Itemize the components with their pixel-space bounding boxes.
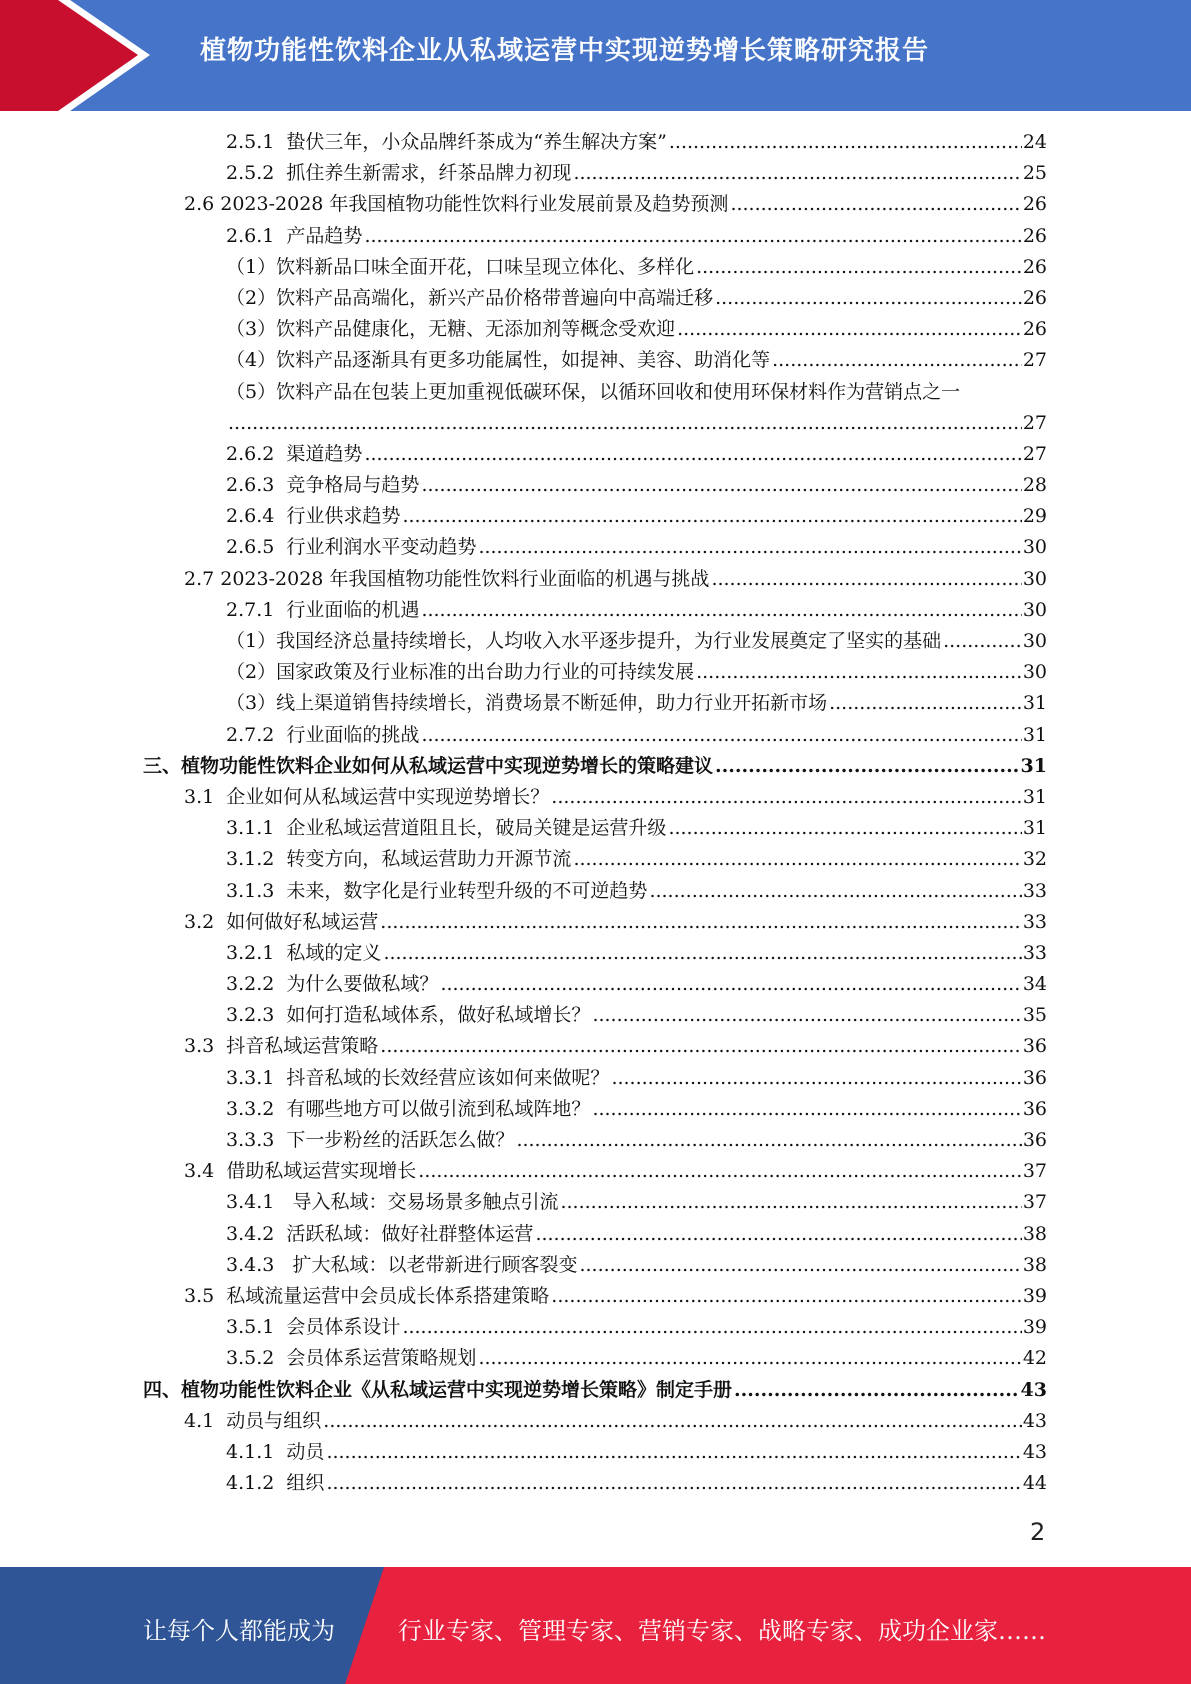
toc-entry[interactable]: [0, 158, 1191, 189]
toc-entry-title: 3.1.2 转变方向，私域运营助力开源节流: [226, 848, 572, 871]
toc-leader-dots: [326, 1468, 1021, 1499]
toc-entry-page: 33: [1022, 941, 1047, 964]
toc-leader-dots: [421, 720, 1021, 751]
toc-leader-dots: [535, 1219, 1021, 1250]
toc-entry-title: 2.7.1 行业面临的机遇: [226, 598, 420, 621]
toc-entry-row: [226, 1187, 1047, 1218]
footer-slogan-right: 行业专家、管理专家、营销专家、战略专家、成功企业家……: [398, 1617, 1046, 1645]
toc-entry-page: 31: [1020, 754, 1047, 777]
toc-leader-dots: [829, 688, 1022, 719]
toc-entry[interactable]: [0, 876, 1191, 907]
toc-entry[interactable]: [0, 1219, 1191, 1250]
toc-entry-title: （3）饮料产品健康化，无糖、无添加剂等概念受欢迎: [226, 318, 676, 341]
toc-entry-page: 25: [1022, 162, 1047, 185]
toc-leader-dots: [516, 1125, 1021, 1156]
toc-entry-title: 3.3.2 有哪些地方可以做引流到私域阵地？: [226, 1097, 591, 1120]
toc-entry[interactable]: [0, 938, 1191, 969]
toc-entry-row: [226, 283, 1047, 314]
toc-entry-page: 30: [1022, 536, 1047, 559]
toc-entry[interactable]: [0, 314, 1191, 345]
table-of-contents: [0, 127, 1191, 1499]
toc-entry-row: [226, 1094, 1047, 1125]
toc-leader-dots: [402, 1312, 1021, 1343]
toc-entry-page: 37: [1022, 1160, 1047, 1183]
toc-entry-page: 27: [1022, 411, 1047, 434]
toc-entry-page: 30: [1022, 567, 1047, 590]
toc-entry-title: 2.5.1 蛰伏三年，小众品牌纤茶成为“养生解决方案”: [226, 131, 667, 153]
toc-entry-title: （1）饮料新品口味全面开花，口味呈现立体化、多样化: [226, 255, 695, 278]
toc-entry[interactable]: [0, 1375, 1191, 1406]
toc-entry-row: [226, 1063, 1047, 1094]
toc-entry-page: 37: [1022, 1191, 1047, 1214]
toc-entry-row: [226, 408, 1047, 439]
toc-entry-page: 27: [1022, 349, 1047, 372]
toc-entry-row: [184, 1406, 1047, 1437]
toc-leader-dots: [677, 314, 1022, 345]
toc-entry[interactable]: [0, 1468, 1191, 1499]
toc-entry-row: [184, 907, 1047, 938]
toc-entry-row: [226, 844, 1047, 875]
toc-leader-dots: [772, 345, 1022, 376]
toc-entry-title: 4.1.1 动员: [226, 1440, 325, 1463]
footer-slogan-left: 让每个人都能成为: [143, 1617, 335, 1645]
toc-leader-dots: [402, 501, 1021, 532]
toc-entry[interactable]: [0, 1094, 1191, 1125]
toc-leader-dots: [383, 938, 1021, 969]
toc-entry[interactable]: [0, 470, 1191, 501]
toc-entry-row: [226, 158, 1047, 189]
toc-entry-title: 四、植物功能性饮料企业《从私域运营中实现逆势增长策略》制定手册: [143, 1378, 733, 1401]
toc-entry-row: [226, 1312, 1047, 1343]
toc-leader-dots: [715, 751, 1020, 782]
toc-entry-page: 26: [1022, 224, 1047, 247]
toc-entry[interactable]: [0, 127, 1191, 158]
toc-entry[interactable]: [0, 907, 1191, 938]
toc-entry-row: [226, 595, 1047, 626]
toc-leader-dots: [573, 158, 1021, 189]
toc-leader-dots: [730, 189, 1021, 220]
toc-entry-page: 31: [1022, 785, 1047, 808]
toc-entry-page: 34: [1022, 973, 1047, 996]
toc-entry-title: 2.6.1 产品趋势: [226, 224, 363, 247]
toc-leader-dots: [592, 1000, 1021, 1031]
toc-entry-row: [184, 1031, 1047, 1062]
toc-leader-dots: [668, 813, 1021, 844]
toc-entry-title: （2）饮料产品高端化，新兴产品价格带普遍向中高端迁移: [226, 286, 714, 309]
toc-entry-page: 33: [1022, 879, 1047, 902]
toc-entry-title: 2.7 2023-2028 年我国植物功能性饮料行业面临的机遇与挑战: [184, 567, 710, 590]
toc-entry-title: 3.4.2 活跃私域：做好社群整体运营: [226, 1222, 534, 1245]
toc-leader-dots: [478, 532, 1021, 563]
toc-entry-row: [226, 314, 1047, 345]
toc-entry-title: 2.6 2023-2028 年我国植物功能性饮料行业发展前景及趋势预测: [184, 193, 729, 216]
toc-entry-page: 38: [1022, 1253, 1047, 1276]
report-title: 植物功能性饮料企业从私域运营中实现逆势增长策略研究报告: [200, 36, 930, 66]
toc-entry-row: [143, 1375, 1047, 1406]
toc-entry[interactable]: [0, 1187, 1191, 1218]
toc-leader-dots: [421, 470, 1021, 501]
toc-entry-row: [143, 751, 1047, 782]
toc-entry-title: 2.6.4 行业供求趋势: [226, 505, 401, 528]
toc-entry-row: [226, 626, 1047, 657]
toc-entry-row: [226, 439, 1047, 470]
toc-leader-dots: [326, 1437, 1021, 1468]
toc-entry-row: [226, 720, 1047, 751]
toc-entry-row: [226, 1437, 1047, 1468]
page-header: [0, 0, 1191, 111]
toc-entry[interactable]: [0, 532, 1191, 563]
toc-leader-dots: [418, 1156, 1022, 1187]
toc-entry[interactable]: [0, 501, 1191, 532]
toc-entry[interactable]: [0, 720, 1191, 751]
toc-entry-title: （4）饮料产品逐渐具有更多功能属性，如提神、美容、助消化等: [226, 349, 771, 372]
toc-leader-dots: [228, 408, 1022, 439]
toc-leader-dots: [611, 1063, 1021, 1094]
toc-entry-title: 3.5.2 会员体系运营策略规划: [226, 1347, 477, 1370]
toc-entry-title: 4.1 动员与组织: [184, 1409, 322, 1432]
toc-leader-dots: [551, 782, 1022, 813]
toc-leader-dots: [696, 252, 1022, 283]
toc-entry[interactable]: [0, 408, 1191, 439]
toc-leader-dots: [715, 283, 1022, 314]
toc-leader-dots: [380, 1031, 1022, 1062]
toc-entry[interactable]: [0, 439, 1191, 470]
toc-entry-title: 2.7.2 行业面临的挑战: [226, 723, 420, 746]
toc-entry-row: [226, 1343, 1047, 1374]
toc-entry-page: 36: [1022, 1035, 1047, 1058]
toc-entry-page: 39: [1022, 1284, 1047, 1307]
toc-entry[interactable]: [0, 283, 1191, 314]
toc-entry-title: 3.3 抖音私域运营策略: [184, 1035, 379, 1058]
toc-entry[interactable]: [0, 595, 1191, 626]
toc-entry-row: [184, 1281, 1047, 1312]
toc-entry-page: 26: [1022, 318, 1047, 341]
toc-entry-row: [184, 1156, 1047, 1187]
toc-entry-title: （2）国家政策及行业标准的出台助力行业的可持续发展: [226, 661, 695, 684]
toc-entry-row: [226, 501, 1047, 532]
toc-entry-page: 38: [1022, 1222, 1047, 1245]
toc-entry-row: [226, 876, 1047, 907]
toc-entry-page: 27: [1022, 442, 1047, 465]
toc-entry-page: 43: [1022, 1440, 1047, 1463]
toc-leader-dots: [421, 595, 1021, 626]
toc-entry-title: 2.6.3 竞争格局与趋势: [226, 474, 420, 497]
toc-entry-page: 43: [1022, 1409, 1047, 1432]
toc-leader-dots: [573, 844, 1021, 875]
toc-leader-dots: [943, 626, 1022, 657]
toc-leader-dots: [669, 127, 1022, 158]
toc-entry-title: （1）我国经济总量持续增长，人均收入水平逐步提升，为行业发展奠定了坚实的基础: [226, 630, 942, 652]
toc-entry-title: 3.1.3 未来，数字化是行业转型升级的不可逆趋势: [226, 879, 648, 902]
toc-entry-page: 44: [1022, 1472, 1047, 1495]
toc-entry[interactable]: [0, 189, 1191, 220]
toc-leader-dots: [551, 1281, 1022, 1312]
toc-entry-row: [226, 688, 1047, 719]
toc-entry-row: [184, 564, 1047, 595]
toc-leader-dots: [592, 1094, 1021, 1125]
toc-entry[interactable]: [0, 844, 1191, 875]
toc-entry-title: 3.1.1 企业私域运营道阻且长，破局关键是运营升级: [226, 817, 667, 840]
toc-entry-row: [226, 470, 1047, 501]
toc-leader-dots: [560, 1187, 1021, 1218]
toc-leader-dots: [364, 439, 1021, 470]
toc-leader-dots: [734, 1375, 1020, 1406]
toc-entry-title: 3.2.1 私域的定义: [226, 941, 382, 964]
toc-entry-row: [226, 345, 1047, 376]
toc-entry-page: 28: [1022, 474, 1047, 497]
toc-entry[interactable]: [0, 1063, 1191, 1094]
toc-entry[interactable]: [0, 1343, 1191, 1374]
toc-entry-page: 36: [1022, 1129, 1047, 1151]
toc-entry-page: 29: [1022, 505, 1047, 528]
toc-entry-title: 3.3.3 下一步粉丝的活跃怎么做？: [226, 1129, 515, 1151]
toc-leader-dots: [579, 1250, 1021, 1281]
toc-entry[interactable]: [0, 751, 1191, 782]
toc-entry-row: [226, 252, 1047, 283]
toc-leader-dots: [696, 657, 1022, 688]
toc-entry-page: 24: [1022, 131, 1047, 153]
toc-entry-title: 3.5.1 会员体系设计: [226, 1316, 401, 1339]
toc-entry-title: （3）线上渠道销售持续增长，消费场景不断延伸，助力行业开拓新市场: [226, 692, 828, 715]
toc-entry-page: 26: [1022, 255, 1047, 278]
toc-entry-row: [226, 221, 1047, 252]
toc-entry-row: [226, 1219, 1047, 1250]
toc-entry[interactable]: [0, 1000, 1191, 1031]
toc-entry-row: [226, 1250, 1047, 1281]
page-number: 2: [1030, 1518, 1046, 1546]
toc-entry[interactable]: [0, 688, 1191, 719]
toc-leader-dots: [649, 876, 1021, 907]
toc-entry-title: 3.4 借助私域运营实现增长: [184, 1160, 417, 1183]
toc-entry-page: 33: [1022, 910, 1047, 933]
toc-entry-row: [184, 782, 1047, 813]
toc-entry-row: [226, 1125, 1047, 1156]
toc-leader-dots: [478, 1343, 1021, 1374]
toc-entry-page: 30: [1022, 630, 1047, 652]
toc-entry-page: 43: [1020, 1378, 1047, 1401]
toc-entry-title: 3.2.2 为什么要做私域？: [226, 973, 439, 996]
toc-entry-page: 26: [1022, 286, 1047, 309]
toc-entry[interactable]: [0, 813, 1191, 844]
toc-entry-row: [184, 189, 1047, 220]
toc-entry[interactable]: [0, 782, 1191, 813]
toc-entry-row: [226, 1000, 1047, 1031]
page-footer: [0, 1567, 1191, 1684]
toc-entry-title: 2.5.2 抓住养生新需求，纤茶品牌力初现: [226, 162, 572, 185]
toc-entry[interactable]: [0, 1312, 1191, 1343]
toc-entry-title: 3.2 如何做好私域运营: [184, 910, 379, 933]
toc-entry-title: 2.6.5 行业利润水平变动趋势: [226, 536, 477, 559]
toc-entry[interactable]: [0, 1406, 1191, 1437]
toc-entry[interactable]: [0, 1437, 1191, 1468]
toc-entry-page: 39: [1022, 1316, 1047, 1339]
toc-entry[interactable]: [0, 252, 1191, 283]
toc-leader-dots: [323, 1406, 1022, 1437]
toc-entry[interactable]: [0, 1250, 1191, 1281]
toc-entry-page: 35: [1022, 1004, 1047, 1027]
toc-entry[interactable]: [0, 1031, 1191, 1062]
toc-entry[interactable]: [0, 1156, 1191, 1187]
toc-entry[interactable]: [0, 221, 1191, 252]
toc-entry-title: 3.4.3 扩大私域：以老带新进行顾客裂变: [226, 1253, 578, 1276]
toc-leader-dots: [440, 969, 1021, 1000]
toc-entry[interactable]: [0, 377, 1191, 408]
toc-entry[interactable]: [0, 626, 1191, 657]
toc-entry-row: [226, 1468, 1047, 1499]
toc-leader-dots: [711, 564, 1021, 595]
toc-entry-row: [226, 969, 1047, 1000]
toc-entry-title: 3.2.3 如何打造私域体系，做好私域增长？: [226, 1004, 591, 1027]
toc-entry[interactable]: [0, 657, 1191, 688]
toc-entry-title: 3.5 私域流量运营中会员成长体系搭建策略: [184, 1284, 550, 1307]
toc-entry[interactable]: [0, 1125, 1191, 1156]
toc-entry-page: 26: [1022, 193, 1047, 216]
toc-entry-page: 36: [1022, 1097, 1047, 1120]
toc-entry-page: 30: [1022, 598, 1047, 621]
toc-entry[interactable]: [0, 564, 1191, 595]
toc-entry-title: 3.4.1 导入私域：交易场景多触点引流: [226, 1191, 559, 1214]
toc-entry-title: （5）饮料产品在包装上更加重视低碳环保，以循环回收和使用环保材料作为营销点之一: [226, 380, 961, 403]
toc-leader-dots: [364, 221, 1021, 252]
toc-entry-row: [226, 813, 1047, 844]
toc-entry-page: 31: [1022, 692, 1047, 715]
toc-entry-page: 32: [1022, 848, 1047, 871]
toc-entry-row: [226, 377, 1047, 408]
toc-entry-title: 2.6.2 渠道趋势: [226, 442, 363, 465]
toc-leader-dots: [380, 907, 1022, 938]
toc-entry-page: 36: [1022, 1066, 1047, 1089]
toc-entry-page: 42: [1022, 1347, 1047, 1370]
toc-entry[interactable]: [0, 969, 1191, 1000]
toc-entry-row: [226, 127, 1047, 158]
toc-entry[interactable]: [0, 345, 1191, 376]
toc-entry[interactable]: [0, 1281, 1191, 1312]
toc-entry-title: 3.1 企业如何从私域运营中实现逆势增长？: [184, 785, 550, 808]
toc-entry-title: 4.1.2 组织: [226, 1472, 325, 1495]
toc-entry-row: [226, 938, 1047, 969]
toc-entry-page: 31: [1022, 723, 1047, 746]
toc-entry-title: 三、植物功能性饮料企业如何从私域运营中实现逆势增长的策略建议: [143, 754, 714, 777]
toc-entry-page: 30: [1022, 661, 1047, 684]
toc-entry-page: 31: [1022, 817, 1047, 840]
toc-entry-title: 3.3.1 抖音私域的长效经营应该如何来做呢？: [226, 1066, 610, 1089]
toc-entry-row: [226, 532, 1047, 563]
toc-entry-row: [226, 657, 1047, 688]
